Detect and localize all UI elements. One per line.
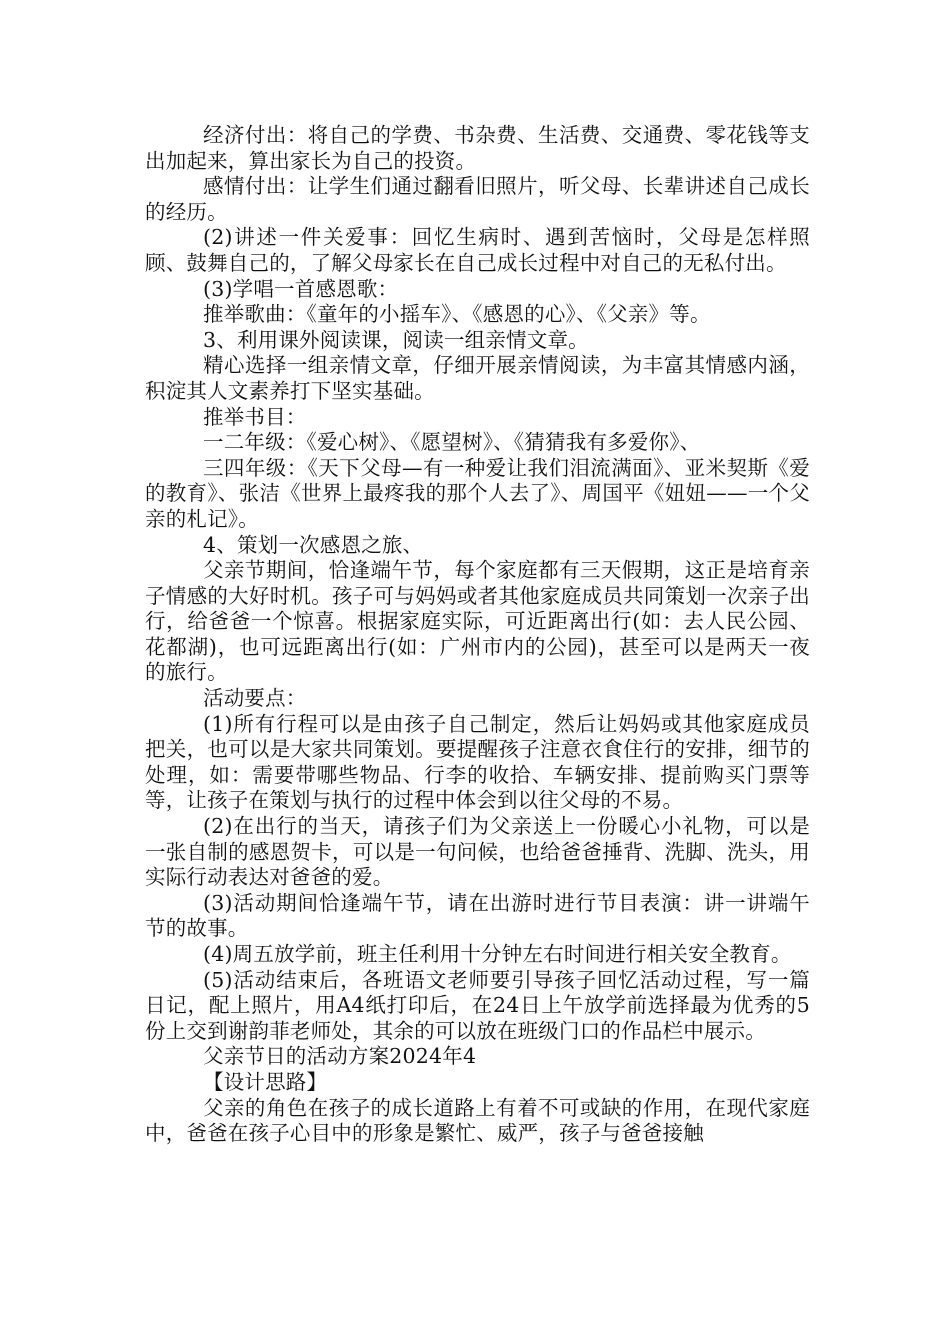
paragraph-grade-1-2-books: 一二年级：《爱心树》、《愿望树》、《猜猜我有多爱你》、 xyxy=(203,430,701,455)
paragraph-point-3: (3)活动期间恰逢端午节，请在出游时进行节目表演：讲一讲端午节的故事。 xyxy=(145,890,810,941)
heading-gratitude-trip: 4、策划一次感恩之旅、 xyxy=(203,532,424,557)
document-body xyxy=(145,123,810,1147)
paragraph-trip-intro: 父亲节期间，恰逢端午节，每个家庭都有三天假期，这正是培育亲子情感的大好时机。孩子可与妈妈或者其他家庭成员共同策划一次亲子出行，给爸爸一个惊喜。根据家庭实际，可近距离出行(如：去人民公园、花都湖)，也可远距离出行(如：广州市内的公园)，甚至可以是两天一夜的旅行。 xyxy=(145,558,810,685)
paragraph-economic-cost: 经济付出：将自己的学费、书杂费、生活费、交通费、零花钱等支出加起来，算出家长为自己的投资。 xyxy=(145,123,810,173)
paragraph-design-idea: 父亲的角色在孩子的成长道路上有着不可或缺的作用，在现代家庭中，爸爸在孩子心目中的形象是繁忙、威严，孩子与爸爸接触 xyxy=(145,1095,810,1146)
paragraph-learn-song: (3)学唱一首感恩歌： xyxy=(203,276,399,301)
heading-design-idea: 【设计思路】 xyxy=(203,1069,328,1094)
paragraph-book-list-title: 推举书目： xyxy=(203,404,307,429)
paragraph-point-2: (2)在出行的当天，请孩子们为父亲送上一份暖心小礼物，可以是一张自制的感恩贺卡，可以是一句问候，也给爸爸捶背、洗脚、洗头，用实际行动表达对爸爸的爱。 xyxy=(145,814,810,890)
paragraph-point-4: (4)周五放学前，班主任利用十分钟左右时间进行相关安全教育。 xyxy=(203,942,792,966)
paragraph-tell-story: (2)讲述一件关爱事：回忆生病时、遇到苦恼时，父母是怎样照顾、鼓舞自己的，了解父母家长在自己成长过程中对自己的无私付出。 xyxy=(145,225,810,275)
paragraph-grade-3-4-books: 三四年级：《天下父母—有一种爱让我们泪流满面》、亚米契斯《爱的教育》、张洁《世界上最疼我的那个人去了》、周国平《妞妞——一个父亲的札记》。 xyxy=(145,455,810,531)
paragraph-point-1: (1)所有行程可以是由孩子自己制定，然后让妈妈或其他家庭成员把关，也可以是大家共同策划。要提醒孩子注意衣食住行的安排，细节的处理，如：需要带哪些物品、行李的收拾、车辆安排、提前购买门票等等，让孩子在策划与执行的过程中体会到以往父母的不易。 xyxy=(145,711,810,813)
paragraph-recommended-songs: 推举歌曲：《童年的小摇车》、《感恩的心》、《父亲》等。 xyxy=(203,302,711,327)
heading-plan-title: 父亲节日的活动方案2024年4 xyxy=(203,1044,477,1069)
paragraph-reading-intro: 精心选择一组亲情文章，仔细开展亲情阅读，为丰富其情感内涵，积淀其人文素养打下坚实基础。 xyxy=(145,353,810,403)
heading-reading-class: 3、利用课外阅读课，阅读一组亲情文章。 xyxy=(203,327,589,352)
paragraph-point-5: (5)活动结束后，各班语文老师要引导孩子回忆活动过程，写一篇日记，配上照片，用A4纸打印后，在24日上午放学前选择最为优秀的5份上交到谢韵菲老师处，其余的可以放在班级门口的作品栏中展示。 xyxy=(145,967,810,1043)
paragraph-key-points-title: 活动要点： xyxy=(203,686,307,711)
paragraph-emotional-cost: 感情付出：让学生们通过翻看旧照片，听父母、长辈讲述自己成长的经历。 xyxy=(145,174,810,224)
